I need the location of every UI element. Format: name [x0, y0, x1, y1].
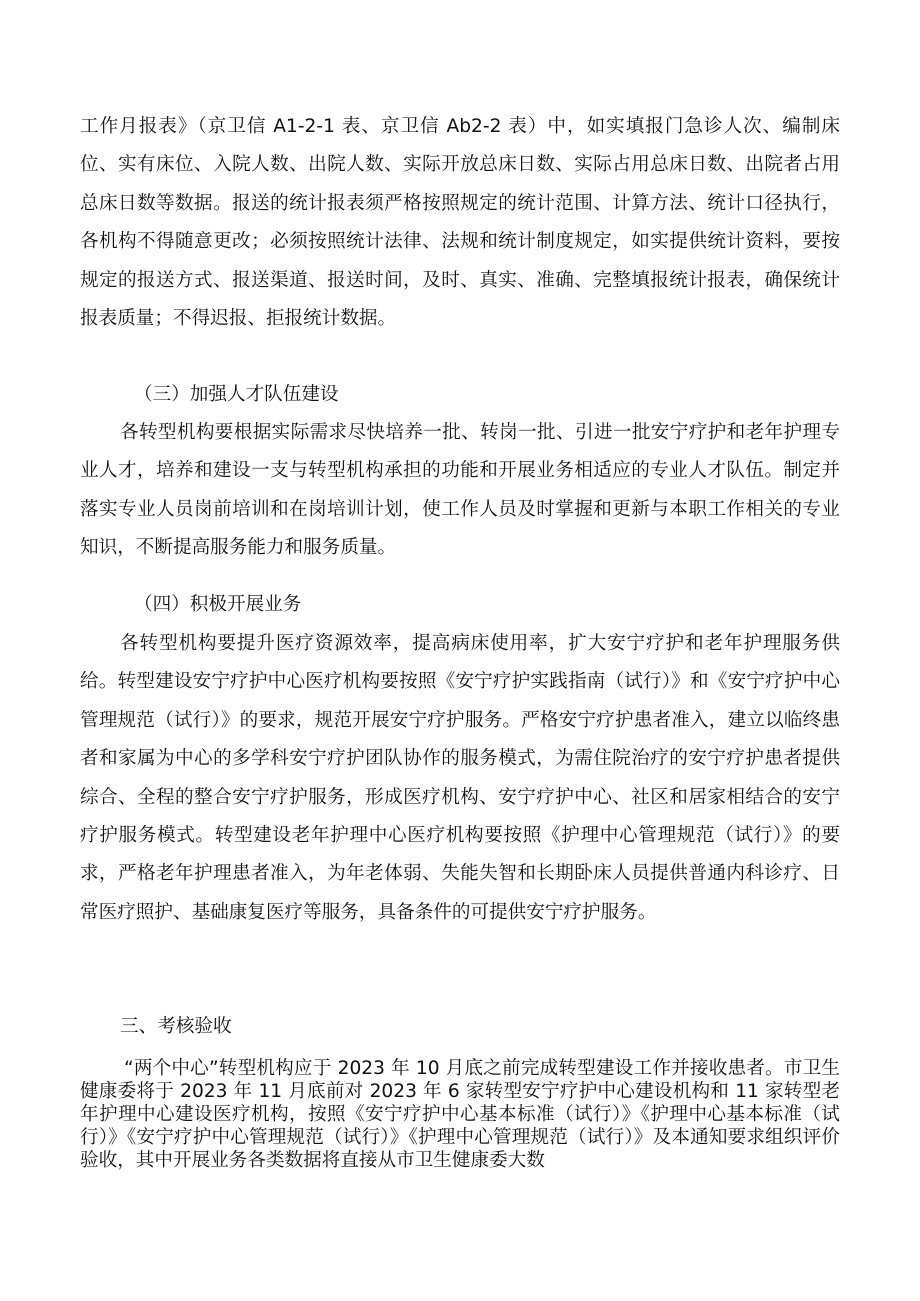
- subheading-talent-team: [80, 376, 840, 414]
- paragraph-text: 各转型机构要根据实际需求尽快培养一批、转岗一批、引进一批安宁疗护和老年护理专业人才，培养和建设一支与转型机构承担的功能和开展业务相适应的专业人才队伍。制定并落实专业人员岗前培训和在岗培训计划，使工作人员及时掌握和更新与本职工作相关的专业知识，不断提高服务能力和服务质量。: [80, 422, 840, 559]
- section-heading-text: 三、考核验收: [120, 1016, 232, 1037]
- paragraph-text: 工作月报表》（京卫信 A1-2-1 表、京卫信 Ab2-2 表）中，如实填报门急诊人次、编制床位、实有床位、入院人数、出院人数、实际开放总床日数、实际占用总床日数、出院者占用总床日数等数据。报送的统计报表须严格按照规定的统计范围、计算方法、统计口径执行，各机构不得随意更改；必须按照统计法律、法规和统计制度规定，如实提供统计资料，要按规定的报送方式、报送渠道、报送时间，及时、真实、准确、完整填报统计报表，确保统计报表质量；不得迟报、拒报统计数据。: [80, 116, 840, 330]
- paragraph-assessment: [80, 1057, 840, 1172]
- subheading-text: （三）加强人才队伍建设: [134, 384, 339, 405]
- paragraph-text: “两个中心”转型机构应于 2023 年 10 月底之前完成转型建设工作并接收患者。市卫生健康委将于 2023 年 11 月底前对 2023 年 6 家转型安宁疗护中心建设机构和 11 家转型老年护理中心建设医疗机构，按照《安宁疗护中心基本标准（试行）》《护理中心基本标准（试行）》《安宁疗护中心管理规范（试行）》《护理中心管理规范（试行）》及本通知要求组织评价验收，其中开展业务各类数据将直接从市卫生健康委大数: [80, 1058, 840, 1171]
- subheading-text: （四）积极开展业务: [134, 594, 302, 615]
- section-heading-assessment: [80, 1008, 840, 1046]
- paragraph-statistics-reporting: [80, 108, 840, 338]
- paragraph-talent-team: [80, 414, 840, 568]
- paragraph-business: [80, 625, 840, 932]
- subheading-business: [80, 586, 840, 624]
- paragraph-text: 各转型机构要提升医疗资源效率，提高病床使用率，扩大安宁疗护和老年护理服务供给。转型建设安宁疗护中心医疗机构要按照《安宁疗护实践指南（试行）》和《安宁疗护中心管理规范（试行）》的要求，规范开展安宁疗护服务。严格安宁疗护患者准入，建立以临终患者和家属为中心的多学科安宁疗护团队协作的服务模式，为需住院治疗的安宁疗护患者提供综合、全程的整合安宁疗护服务，形成医疗机构、安宁疗护中心、社区和居家相结合的安宁疗护服务模式。转型建设老年护理中心医疗机构要按照《护理中心管理规范（试行）》的要求，严格老年护理患者准入，为年老体弱、失能失智和长期卧床人员提供普通内科诊疗、日常医疗照护、基础康复医疗等服务，具备条件的可提供安宁疗护服务。: [80, 633, 840, 923]
